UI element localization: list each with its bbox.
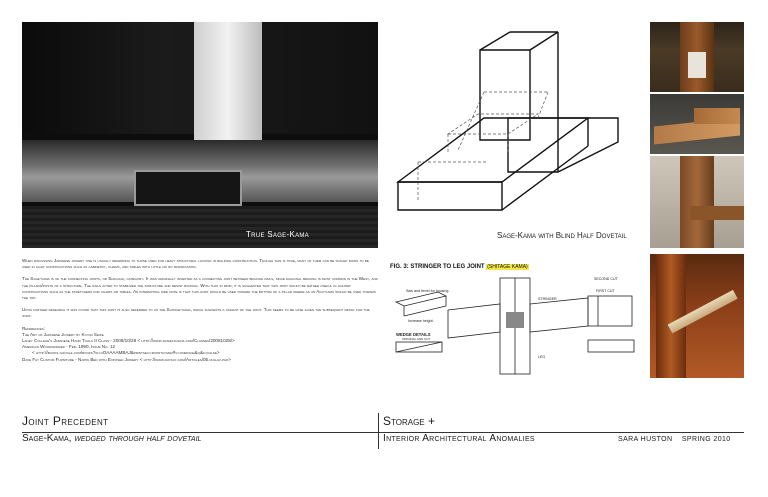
page-title: Joint Precedent (22, 414, 109, 428)
references-heading: References: (22, 325, 45, 331)
main-photo-caption: True Sage-Kama (246, 230, 309, 239)
reference-item: American Woodworker - Feb. 1990, Issue No. 12 (22, 344, 116, 350)
fig3-label: ORIGINAL AND CUT (402, 337, 431, 341)
fig3-drawing (388, 262, 642, 380)
page-subtitle (22, 433, 201, 444)
fig3-label: Saw and bevel for housing. (406, 289, 450, 293)
side-photo-tenon (650, 94, 744, 154)
side-photo-beam (690, 206, 744, 220)
fig3-label: STRINGER (538, 297, 557, 301)
paragraph-intro: When discussing Japanese joinery one is usually referring to those used for heavy structural locking in building construction. Though this is true, many of them can be scaled down to be used in light constructions such as cabinetry, chairs, and tables with little or no modification. (22, 258, 369, 270)
fig3-highlight: (SHITAGE KAMA) (487, 264, 528, 270)
side-photo-bed (650, 254, 744, 378)
fig3-title-text: FIG. 3: STRINGER TO LEG JOINT (390, 264, 485, 270)
reference-item: < http://books.google.com/books?id=iiOAAAAMBAJ&printsec=frontcover#v=onepage&q&f=false> (32, 350, 220, 356)
side-photo-post (680, 156, 714, 248)
reference-item: Dave Fay Custom Furniture - Nappa Bed with Exposed Joinery < http://www.dayfay.com/Articles/05.nullav.php> (22, 356, 231, 362)
fig3-label: Increase height. (408, 319, 434, 323)
joint-diagram (388, 22, 642, 248)
paragraph-research: Upon further research it was found that this joint is also referred to as the Shitage-kama, which suggests a variant of the joint. This seems to be case given the subsequent detail for the joint. (22, 307, 370, 319)
subtitle-joint: Sage-Kama, (22, 433, 72, 444)
side-photo-plank-2 (694, 108, 740, 124)
reference-item: The Art of Japanese Joinery by Kiyosi Seike (22, 331, 104, 337)
side-photo-hole (688, 52, 706, 78)
subtitle-description: wedged through half dovetail (74, 433, 202, 444)
author-credit (618, 436, 731, 443)
project-title: Storage + (383, 414, 435, 428)
side-photo-assembled (650, 156, 744, 248)
body-text (22, 258, 378, 363)
references (22, 326, 378, 363)
fig3-label: WEDGE DETAILS (396, 332, 431, 337)
paragraph-sage-kama: The Sage-kama is of the connecting joints, or Shiguchi, category. It was originally invented as a connecting joint between bracing rails, since diagonal bracing is most common in the West, and the pillars/posts of a structure. The rails acted to stabilized the structure and resist racking. With that in mind, it is suggested that this joint would be rather useful in lighter constructions such as the stretchers for chairs or tables. An interesting side note is that this joint would be used toward the bottom of a pillar where as an Ago-kama would be used toward the top. (22, 276, 378, 301)
fig3-label: LEG (538, 355, 546, 359)
fig3-label: FIRST CUT (596, 289, 615, 293)
main-photo (22, 22, 378, 248)
diagram-caption: Sage-Kama with Blind Half Dovetail (497, 231, 627, 240)
project-subtitle: Interior Architectural Anomalies (383, 433, 535, 444)
footer-divider (378, 413, 379, 449)
fig3-label: SECOND CUT (594, 277, 618, 281)
term: SPRING 2010 (681, 436, 731, 443)
photo-joint-slot (134, 170, 242, 206)
side-photo-mortise (650, 22, 744, 92)
photo-post (194, 22, 262, 144)
author-name: SARA HUSTON (618, 436, 673, 443)
photo-grain (22, 206, 378, 248)
reference-item: Laney College's Japanese Hand Tools II Class - 2008/10/28 < http://www.danielsulina.com/Classes/20081028/> (22, 338, 235, 344)
